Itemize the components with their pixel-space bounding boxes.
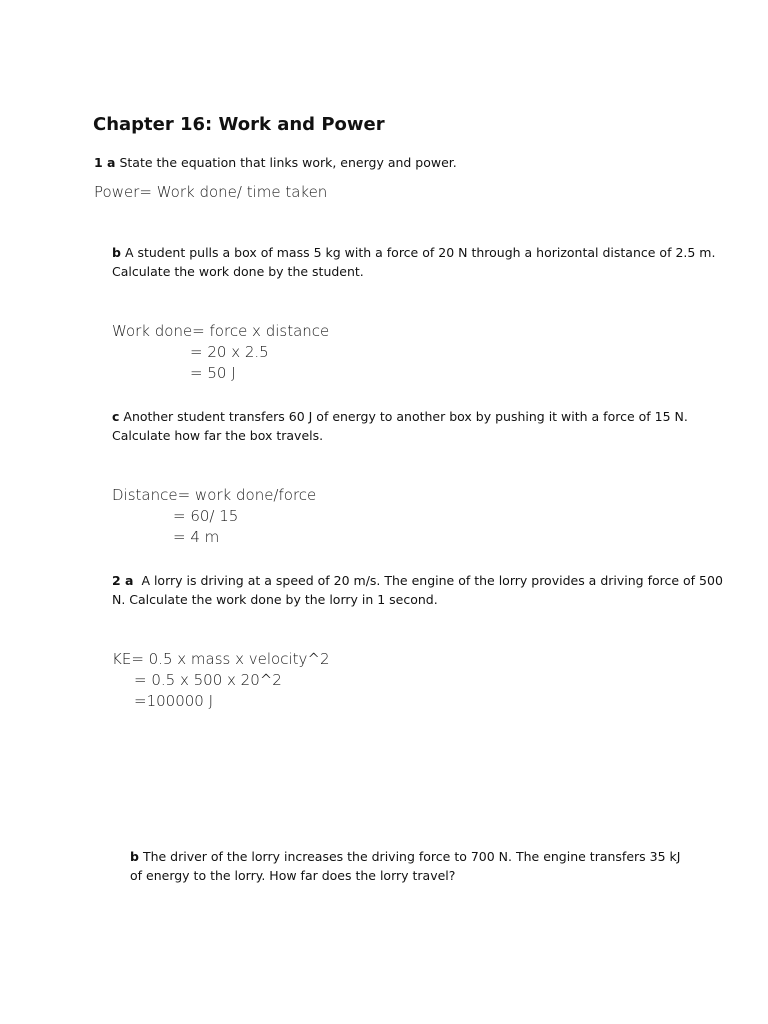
question-text-line: N. Calculate the work done by the lorry in 1 second. [112,592,438,607]
answer-line: = 0.5 x 500 x 20^2 [134,671,282,689]
question-text-line: Calculate the work done by the student. [112,264,364,279]
answer-line: = 20 x 2.5 [190,343,269,361]
answer-line: KE= 0.5 x mass x velocity^2 [112,650,330,668]
answer-line: = 50 J [190,364,236,382]
question-text: State the equation that links work, energy and power. [119,155,457,170]
question-2a [112,571,723,609]
answer-line: Distance= work done/force [112,486,317,504]
question-number: c [112,409,120,424]
answer-line: = 60/ 15 [173,507,239,525]
question-2b [130,847,680,885]
answer-1c [112,485,316,548]
question-number: 1 a [94,155,116,170]
question-text-line: Calculate how far the box travels. [112,428,324,443]
question-text-line: of energy to the lorry. How far does the lorry travel? [130,868,456,883]
question-number: 2 a [112,573,134,588]
page-title: Chapter 16: Work and Power [93,114,385,135]
answer-1b [112,321,329,384]
question-text-line: The driver of the lorry increases the driving force to 700 N. The engine transfers 35 kJ [142,849,681,864]
question-number: b [130,849,139,864]
answer-line: = 4 m [173,528,220,546]
question-1c [112,407,688,445]
answer-1a: Power= Work done/ time taken [94,183,328,201]
question-text-line: A student pulls a box of mass 5 kg with a force of 20 N through a horizontal distance of 2.5 m. [124,245,716,260]
question-1a [94,153,457,172]
question-text-line: A lorry is driving at a speed of 20 m/s. The engine of the lorry provides a driving force of 500 [141,573,723,588]
question-1b [112,243,715,281]
answer-line: =100000 J [134,692,214,710]
answer-line: Work done= force x distance [112,322,330,340]
answer-2a [112,649,330,712]
question-text-line: Another student transfers 60 J of energy to another box by pushing it with a force of 15 N. [123,409,688,424]
question-number: b [112,245,121,260]
